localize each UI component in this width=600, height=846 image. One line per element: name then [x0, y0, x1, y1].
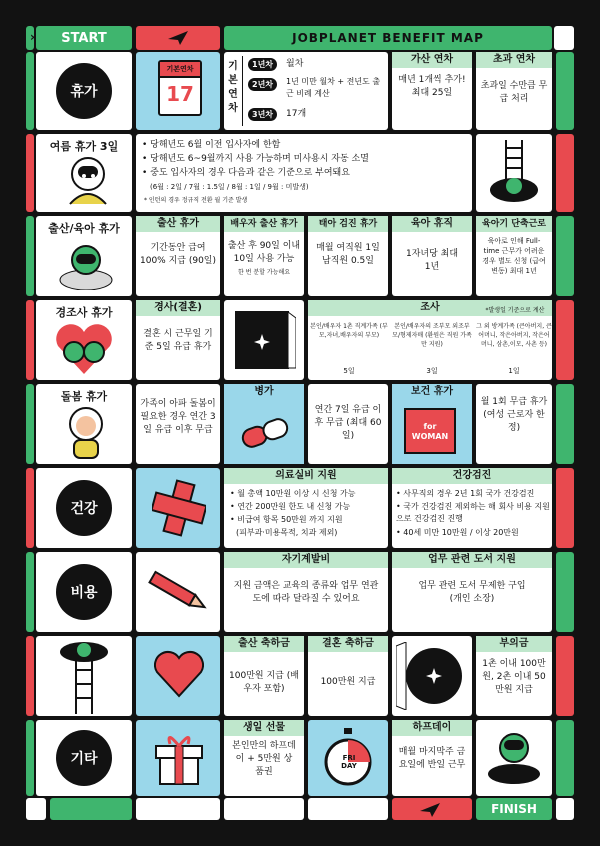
health-leave-header: 보건 휴가 [392, 384, 472, 400]
heart-mascots-icon [54, 320, 114, 380]
ladder-hole-icon [488, 140, 540, 210]
childcare-header-2: 배우자 출산 휴가 [224, 216, 304, 232]
mascot-astronaut [66, 406, 106, 464]
chevron-right-icon: › [30, 30, 35, 44]
self-dev-header: 자기계발비 [224, 552, 388, 568]
halfday-header: 하프데이 [392, 720, 472, 736]
calendar-number: 17 [166, 82, 194, 106]
childcare-text-2: 출산 후 90일 이내 10일 사용 가능 [227, 241, 301, 264]
add-vacation-header: 가산 연차 [392, 52, 472, 68]
sick-header: 병가 [224, 384, 304, 400]
health-leave-text: 월 1회 무급 휴가 (여성 근로자 한정) [480, 397, 548, 433]
left-rail-1 [26, 52, 34, 130]
sick-text: 연간 7일 유급 이후 무급 (최대 60일) [314, 405, 382, 441]
right-rail-3 [556, 216, 574, 296]
checkup-header: 건강검진 [392, 468, 552, 484]
mascot-hole-icon [486, 726, 542, 792]
condolence-col-1: 본인/배우자 1촌 직계가족 (부모,자녀,배우자의 부모) [310, 323, 388, 339]
book-text: 업무 관련 도서 무제한 구입 (개인 소장) [418, 581, 526, 604]
childcare-sub-2: 한 번 분할 가능해요 [237, 269, 291, 276]
medical-header: 의료실비 지원 [224, 468, 388, 484]
condolence-days-1: 5일 [343, 367, 355, 375]
paper-plane-icon-bottom [420, 802, 440, 821]
condolence-gift-header: 부의금 [476, 636, 552, 652]
vacation-label: 휴가 [56, 63, 112, 119]
mascot-surfer [66, 154, 110, 212]
year2-badge: 2년차 [248, 78, 277, 91]
summer-item-2: • 당해년도 6~9월까지 사용 가능하며 미사용시 자동 소멸 [142, 154, 369, 164]
condolence-header: 조사 [308, 300, 552, 316]
childcare-header-5: 육아기 단축근로 [476, 216, 552, 232]
gift-box-icon [152, 730, 206, 790]
left-rail-9 [26, 720, 34, 796]
summer-detail: (6월 : 2일 / 7월 : 1.5일 / 8월 : 1일 / 9월 : 미발생) [150, 183, 309, 191]
left-rail-4 [26, 300, 34, 380]
self-dev-text: 지원 금액은 교육의 종류와 업무 연관도에 따라 달라질 수 있어요 [233, 581, 379, 604]
medical-item-1: • 월 총액 10만원 이상 시 신청 가능 [230, 489, 356, 498]
year1-badge: 1년차 [248, 58, 277, 71]
condolence-days-2: 3일 [426, 367, 438, 375]
over-vacation-text: 초과일 수만큼 무급 처리 [480, 81, 548, 104]
start-label: START [61, 31, 107, 46]
medical-item-2: • 연간 200만원 한도 내 신청 가능 [230, 502, 351, 511]
etc-label: 기타 [56, 730, 112, 786]
bottom-rail-3 [224, 798, 304, 820]
childcare-label: 출산/육아 휴가 [48, 222, 120, 235]
birth-gift-text: 100만원 지급 (배우자 포함) [229, 671, 299, 694]
childcare-header-1: 출산 휴가 [136, 216, 220, 232]
right-rail-7 [556, 552, 574, 632]
medical-note: (피부과·미용목적, 치과 제외) [236, 528, 338, 537]
checkup-item-1: • 사무직의 경우 2년 1회 국가 건강검진 [396, 489, 535, 498]
right-rail-9 [556, 720, 574, 796]
birth-gift-header: 출산 축하금 [224, 636, 304, 652]
medical-cross-icon [152, 478, 206, 542]
left-rail-7 [26, 552, 34, 632]
pill-icon [238, 414, 292, 456]
corner-top-right [554, 26, 574, 50]
care-label: 돌봄 휴가 [60, 390, 108, 403]
corner-bottom-left [26, 798, 46, 820]
space-door-icon [232, 308, 296, 376]
health-label: 건강 [56, 480, 112, 536]
wedding-gift-text: 100만원 지급 [320, 677, 376, 687]
medical-item-3: • 비급여 항목 50만원 까지 지원 [230, 515, 343, 524]
childcare-header-4: 육아 휴직 [392, 216, 472, 232]
right-rail-5 [556, 384, 574, 464]
bottom-rail-2 [136, 798, 220, 820]
wedding-text: 결혼 시 근무일 기준 5일 유급 휴가 [143, 329, 213, 352]
left-rail-8 [26, 636, 34, 716]
care-text: 가족이 아파 돌봄이 필요한 경우 연간 3일 유급 이후 무급 [140, 399, 216, 435]
checkup-item-2: • 국가 건강검진 제외하는 해 회사 비용 지원으로 건강검진 진행 [396, 502, 550, 523]
divider [242, 56, 243, 126]
events-label: 경조사 휴가 [55, 306, 113, 319]
over-vacation-header: 초과 연차 [476, 52, 552, 68]
condolence-days-3: 1일 [508, 367, 520, 375]
right-rail-4 [556, 300, 574, 380]
ladder-icon [58, 640, 110, 718]
summer-item-1: • 당해년도 6월 이전 입사자에 한함 [142, 140, 281, 150]
left-rail-5 [26, 384, 34, 464]
condolence-col-2: 본인/배우자의 조부모 외조부모/형제자매 (환원은 직원 가족만 지원) [392, 323, 472, 348]
wedding-header: 경사(결혼) [136, 300, 220, 316]
checkup-item-3: • 40세 미만 10만원 / 이상 20만원 [396, 528, 519, 537]
birthday-text: 본인만의 하프데이 + 5만원 상품권 [232, 741, 296, 777]
summer-item-3: • 중도 입사자의 경우 다음과 같은 기준으로 부여돼요 [142, 168, 350, 178]
bottom-rail-4 [308, 798, 388, 820]
childcare-text-5: 육아로 인해 Full-time 근무가 어려운 경우 별도 신청 (급여 변동) 최대 1년 [482, 237, 546, 275]
year3-text: 17개 [286, 109, 307, 119]
right-rail-2 [556, 134, 574, 212]
summer-note: * 인턴의 경우 정규직 전환 월 기준 발생 [144, 197, 248, 204]
right-rail-1 [556, 52, 574, 130]
paper-plane-icon [168, 30, 188, 49]
left-rail-2 [26, 134, 34, 212]
year2-text: 1년 미만 월차 + 전년도 출근 비례 계산 [286, 77, 381, 98]
calendar-title: 기본연차 [160, 62, 200, 78]
condolence-gift-text: 1촌 이내 100만원, 2촌 이내 50만원 지급 [482, 659, 546, 695]
heart-icon [154, 650, 204, 702]
condolence-note: *발생일 기준으로 계산 [485, 307, 545, 314]
birthday-header: 생일 선물 [224, 720, 304, 736]
childcare-text-4: 1자녀당 최대 1년 [405, 249, 459, 272]
childcare-text-1: 기간동안 급여 100% 지급 (90일) [140, 243, 217, 266]
woman-sign-icon: for WOMAN [404, 408, 456, 454]
year1-text: 월차 [286, 59, 304, 69]
corner-bottom-right [556, 798, 574, 820]
book-header: 업무 관련 도서 지원 [392, 552, 552, 568]
bottom-rail-1 [50, 798, 132, 820]
add-vacation-text: 매년 1개씩 추가! 최대 25일 [398, 75, 466, 98]
pencil-icon [146, 566, 210, 624]
fri-day-label: FRI DAY [341, 754, 357, 770]
cost-label: 비용 [56, 564, 112, 620]
right-rail-6 [556, 468, 574, 548]
mascot-cloud [58, 238, 114, 294]
wedding-gift-header: 결혼 축하금 [308, 636, 388, 652]
left-rail-3 [26, 216, 34, 296]
map-title: JOBPLANET BENEFIT MAP [292, 31, 484, 45]
childcare-header-3: 태아 검진 휴가 [308, 216, 388, 232]
condolence-col-3: 그 외 방계가족 (큰아버지, 큰어머니, 작은아버지, 작은어머니, 삼촌,이모, 사촌 등) [476, 323, 552, 348]
year3-badge: 3년차 [248, 108, 277, 121]
space-door-icon-2 [396, 642, 468, 714]
calendar-icon [158, 60, 202, 116]
finish-label: FINISH [491, 802, 537, 816]
basic-vacation-label: 기본 연차 [228, 61, 238, 114]
summer-label: 여름 휴가 3일 [49, 140, 119, 153]
right-rail-8 [556, 636, 574, 716]
childcare-text-3: 매월 여직원 1일 남직원 0.5일 [316, 243, 380, 266]
left-rail-6 [26, 468, 34, 548]
halfday-text: 매월 마지막주 금요일에 반일 근무 [398, 747, 466, 770]
